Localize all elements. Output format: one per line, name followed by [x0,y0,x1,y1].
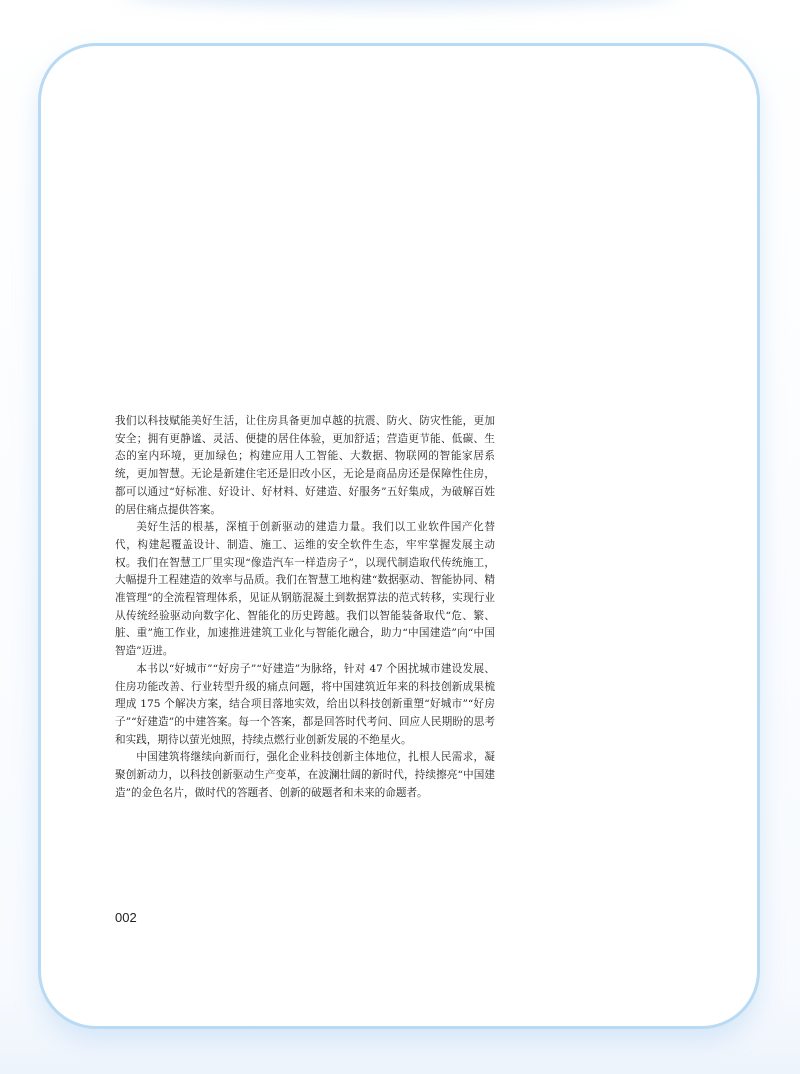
body-text [115,413,495,802]
paragraph-3: 本书以“好城市”“好房子”“好建造”为脉络，针对 47 个困扰城市建设发展、住房功能改善、行业转型升级的痛点问题，将中国建筑近年来的科技创新成果梳理成 175 个解决方案，结合项目落地实效，给出以科技创新重塑“好城市”“好房子”“好建造”的中建答案。每一个答案，都是回答时代考问、回应人民期盼的思考和实践，期待以萤光烛照，持续点燃行业创新发展的不绝星火。 [115,662,495,746]
paragraph-4: 中国建筑将继续向新而行，强化企业科技创新主体地位，扎根人民需求，凝聚创新动力，以科技创新驱动生产变革，在波澜壮阔的新时代，持续擦亮“中国建造”的金色名片，做时代的答题者、创新的破题者和未来的命题者。 [115,751,495,799]
paragraph-1: 我们以科技赋能美好生活，让住房具备更加卓越的抗震、防火、防灾性能，更加安全；拥有更静谧、灵活、便捷的居住体验，更加舒适；营造更节能、低碳、生态的室内环境，更加绿色；构建应用人工智能、大数据、物联网的智能家居系统，更加智慧。无论是新建住宅还是旧改小区，无论是商品房还是保障性住房，都可以通过“好标准、好设计、好材料、好建造、好服务”五好集成，为破解百姓的居住痛点提供答案。 [115,415,495,516]
page-number: 002 [115,910,137,925]
paragraph-2: 美好生活的根基，深植于创新驱动的建造力量。我们以工业软件国产化替代，构建起覆盖设计、制造、施工、运维的安全软件生态，牢牢掌握发展主动权。我们在智慧工厂里实现“像造汽车一样造房子”，以现代制造取代传统施工，大幅提升工程建造的效率与品质。我们在智慧工地构建“数据驱动、智能协同、精准管理”的全流程管理体系，见证从钢筋混凝土到数据算法的范式转移，实现行业从传统经验驱动向数字化、智能化的历史跨越。我们以智能装备取代“危、繁、脏、重”施工作业，加速推进建筑工业化与智能化融合，助力“中国建造”向“中国智造”迈进。 [115,521,495,658]
